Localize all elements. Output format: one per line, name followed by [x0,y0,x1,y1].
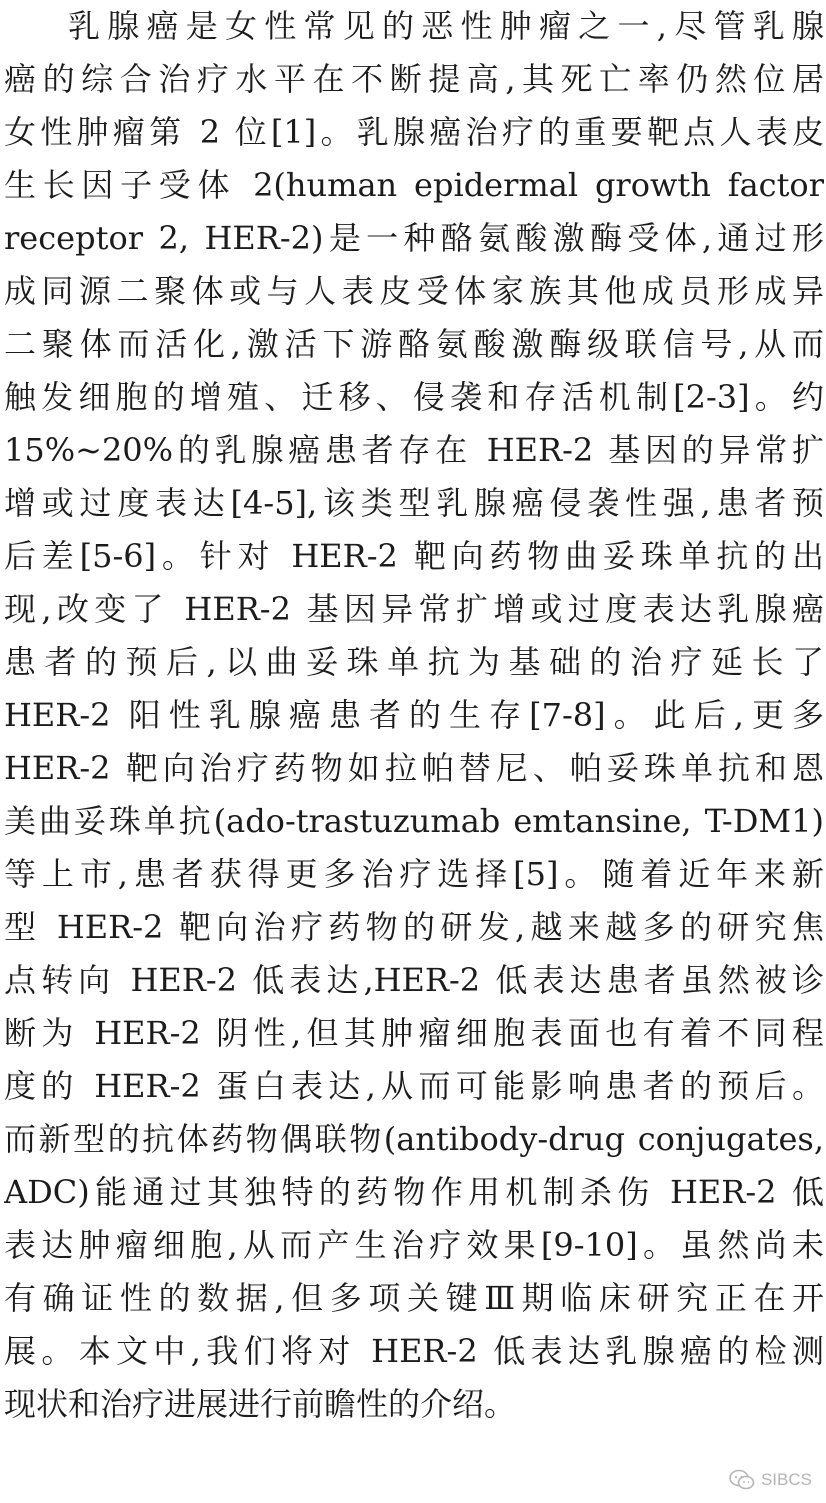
paragraph-line: receptor 2, HER-2)是一种酪氨酸激酶受体,通过形 [4,219,824,257]
paragraph-line: 生长因子受体 2(human epidermal growth factor [4,166,824,204]
paragraph-line: 癌的综合治疗水平在不断提高,其死亡率仍然位居 [4,60,824,98]
wechat-icon [729,1469,755,1491]
paragraph-line: 点转向 HER-2 低表达,HER-2 低表达患者虽然被诊 [4,961,824,999]
paragraph-line: 成同源二聚体或与人表皮受体家族其他成员形成异 [4,272,824,310]
watermark [729,1469,812,1491]
paragraph-line: 美曲妥珠单抗(ado-trastuzumab emtansine, T-DM1) [4,802,824,840]
paragraph-line: HER-2 靶向治疗药物如拉帕替尼、帕妥珠单抗和恩 [4,749,824,787]
paragraph-line: 等上市,患者获得更多治疗选择[5]。随着近年来新 [4,855,824,893]
paragraph-line: 增或过度表达[4-5],该类型乳腺癌侵袭性强,患者预 [4,484,824,522]
paragraph-line: 断为 HER-2 阴性,但其肿瘤细胞表面也有着不同程 [4,1014,824,1052]
paragraph-line: HER-2 阳性乳腺癌患者的生存[7-8]。此后,更多 [4,696,824,734]
paragraph-line: 患者的预后,以曲妥珠单抗为基础的治疗延长了 [4,643,824,681]
paragraph-line: 15%~20%的乳腺癌患者存在 HER-2 基因的异常扩 [4,431,824,469]
article-paragraph [4,0,824,1431]
watermark-text: SIBCS [760,1470,812,1489]
paragraph-line: 触发细胞的增殖、迁移、侵袭和存活机制[2-3]。约 [4,378,824,416]
paragraph-line: 现,改变了 HER-2 基因异常扩增或过度表达乳腺癌 [4,590,824,628]
paragraph-line: 展。本文中,我们将对 HER-2 低表达乳腺癌的检测 [4,1332,824,1370]
paragraph-line: 乳腺癌是女性常见的恶性肿瘤之一,尽管乳腺 [68,7,824,45]
paragraph-line: 度的 HER-2 蛋白表达,从而可能影响患者的预后。 [4,1067,824,1105]
paragraph-line: 后差[5-6]。针对 HER-2 靶向药物曲妥珠单抗的出 [4,537,824,575]
paragraph-line: 型 HER-2 靶向治疗药物的研发,越来越多的研究焦 [4,908,824,946]
paragraph-line: ADC)能通过其独特的药物作用机制杀伤 HER-2 低 [4,1173,824,1211]
paragraph-line: 二聚体而活化,激活下游酪氨酸激酶级联信号,从而 [4,325,824,363]
paragraph-line: 有确证性的数据,但多项关键Ⅲ期临床研究正在开 [4,1279,824,1317]
paragraph-line: 女性肿瘤第 2 位[1]。乳腺癌治疗的重要靶点人表皮 [4,113,824,151]
paragraph-line: 现状和治疗进展进行前瞻性的介绍。 [4,1385,517,1423]
paragraph-line: 而新型的抗体药物偶联物(antibody-drug conjugates, [4,1120,824,1158]
paragraph-line: 表达肿瘤细胞,从而产生治疗效果[9-10]。虽然尚未 [4,1226,824,1264]
